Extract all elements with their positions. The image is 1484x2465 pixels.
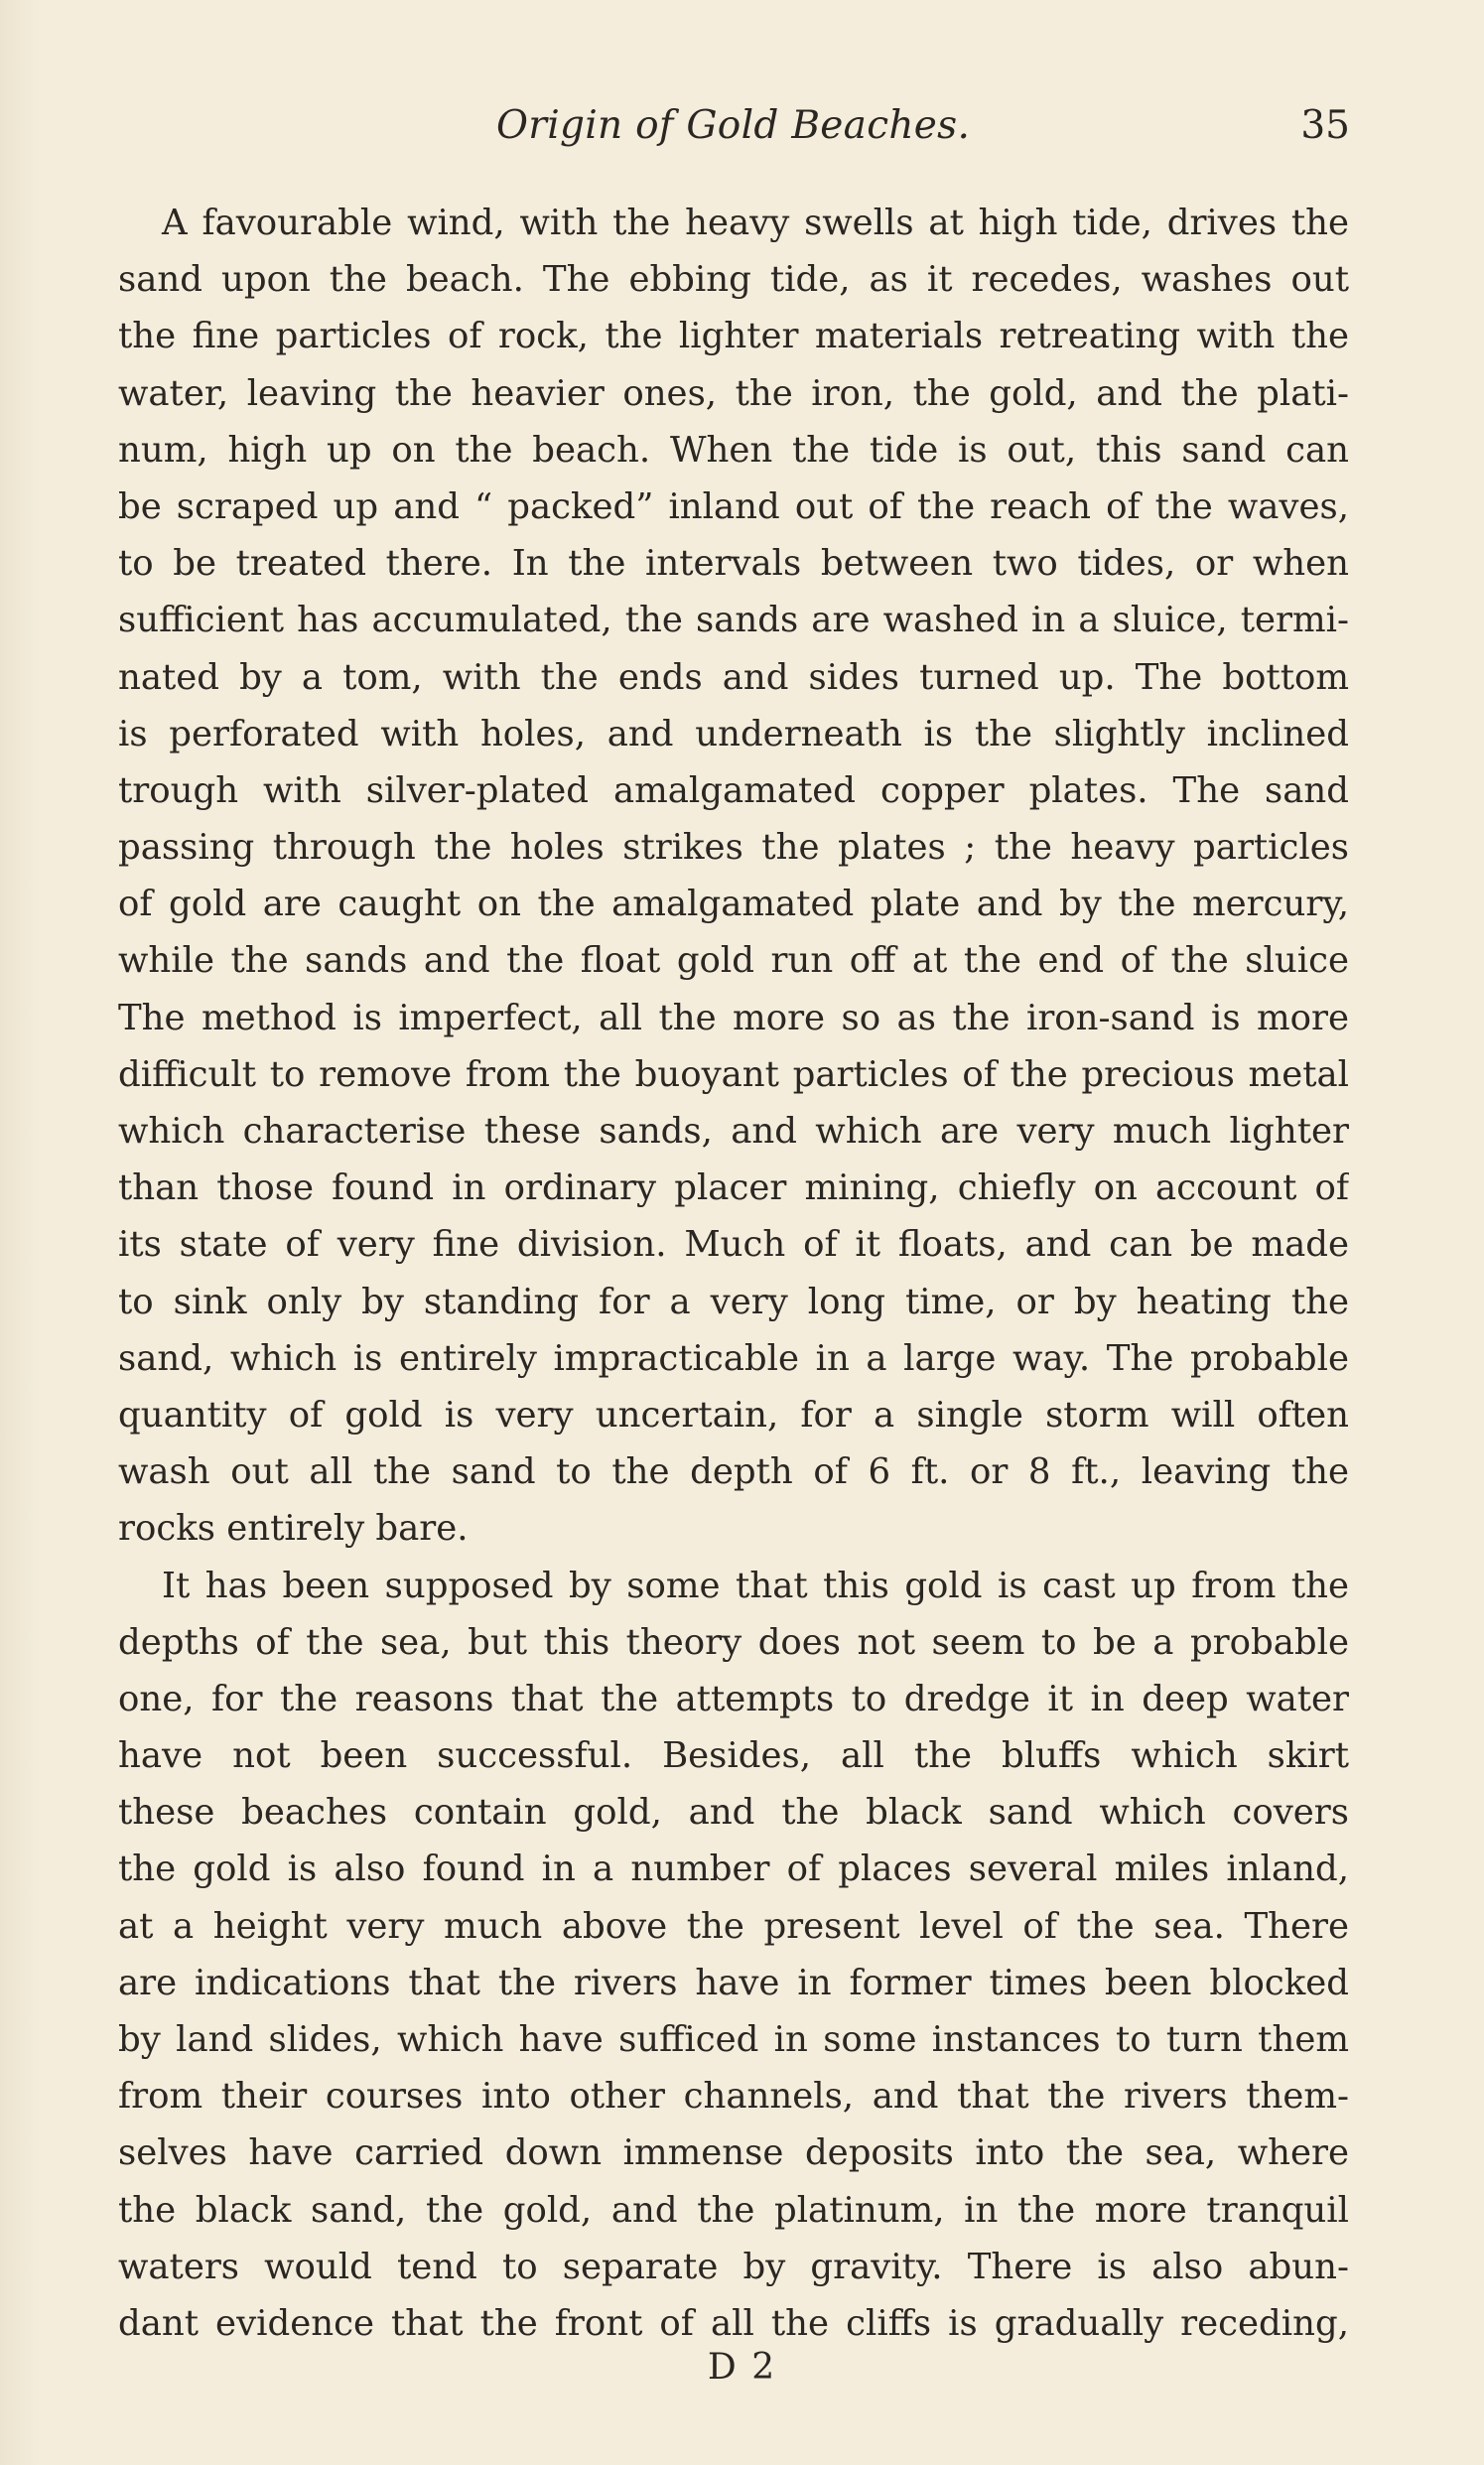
body-text <box>118 195 1349 2352</box>
paragraph-1 <box>118 195 1349 1558</box>
text-line: which characterise these sands, and which are very much lighter <box>118 1111 1349 1152</box>
text-line: these beaches contain gold, and the black sand which covers <box>118 1792 1349 1834</box>
text-line: the fine particles of rock, the lighter materials retreating with the <box>118 316 1349 357</box>
text-line: sufficient has accumulated, the sands are washed in a sluice, termi- <box>118 600 1349 641</box>
running-header <box>119 103 1350 163</box>
text-line: to be treated there. In the intervals between two tides, or when <box>118 543 1349 585</box>
text-line: nated by a tom, with the ends and sides turned up. The bottom <box>118 656 1349 698</box>
text-line: sand, which is entirely impracticable in a large way. The probable <box>118 1337 1349 1379</box>
text-line: of gold are caught on the amalgamated plate and by the mercury, <box>118 884 1349 925</box>
text-line: depths of the sea, but this theory does not seem to be a probable <box>118 1621 1349 1663</box>
text-line: have not been successful. Besides, all the bluffs which skirt <box>118 1735 1349 1777</box>
text-line: while the sands and the float gold run off at the end of the sluice <box>118 940 1349 982</box>
text-line: The method is imperfect, all the more so as the iron-sand is more <box>118 997 1349 1038</box>
text-line: from their courses into other channels, and that the rivers them- <box>118 2076 1349 2118</box>
text-line: dant evidence that the front of all the cliffs is gradually receding, <box>118 2302 1349 2344</box>
text-line: passing through the holes strikes the plates ; the heavy particles <box>118 827 1349 869</box>
text-line: waters would tend to separate by gravity. There is also abun- <box>118 2246 1349 2287</box>
text-line: be scraped up and “ packed” inland out of the reach of the waves, <box>118 485 1349 527</box>
text-line: sand upon the beach. The ebbing tide, as it recedes, washes out <box>118 259 1349 301</box>
text-line: water, leaving the heavier ones, the iron, the gold, and the plati- <box>118 372 1349 414</box>
text-line: quantity of gold is very uncertain, for a single storm will often <box>118 1394 1349 1436</box>
text-line: to sink only by standing for a very long time, or by heating the <box>118 1281 1349 1322</box>
text-line: selves have carried down immense deposits into the sea, where <box>118 2132 1349 2174</box>
text-line: is perforated with holes, and underneath is the slightly inclined <box>118 713 1349 754</box>
signature-mark: D 2 <box>707 2347 777 2388</box>
text-line: one, for the reasons that the attempts to dredge it in deep water <box>118 1678 1349 1719</box>
text-line: by land slides, which have sufficed in some instances to turn them <box>118 2019 1349 2060</box>
text-line: It has been supposed by some that this gold is cast up from the <box>162 1565 1349 1606</box>
paragraph-2 <box>118 1558 1349 2353</box>
running-title: Origin of Gold Beaches. <box>496 103 971 148</box>
text-line: the black sand, the gold, and the platinum, in the more tranquil <box>118 2189 1349 2231</box>
text-line: trough with silver-plated amalgamated copper plates. The sand <box>118 769 1349 811</box>
text-line: A favourable wind, with the heavy swells at high tide, drives the <box>162 203 1349 243</box>
text-line: rocks entirely bare. <box>118 1508 469 1550</box>
text-line: are indications that the rivers have in former times been blocked <box>118 1962 1349 2003</box>
text-line: wash out all the sand to the depth of 6 ft. or 8 ft., leaving the <box>118 1451 1349 1493</box>
text-line: at a height very much above the present level of the sea. There <box>118 1905 1349 1947</box>
text-line: than those found in ordinary placer mining, chiefly on account of <box>118 1167 1349 1209</box>
page-number: 35 <box>1300 103 1350 148</box>
text-line: difficult to remove from the buoyant particles of the precious metal <box>118 1053 1349 1095</box>
text-line: its state of very fine division. Much of it floats, and can be made <box>118 1224 1349 1266</box>
text-line: num, high up on the beach. When the tide is out, this sand can <box>118 429 1349 471</box>
text-line: the gold is also found in a number of places several miles inland, <box>118 1849 1349 1890</box>
